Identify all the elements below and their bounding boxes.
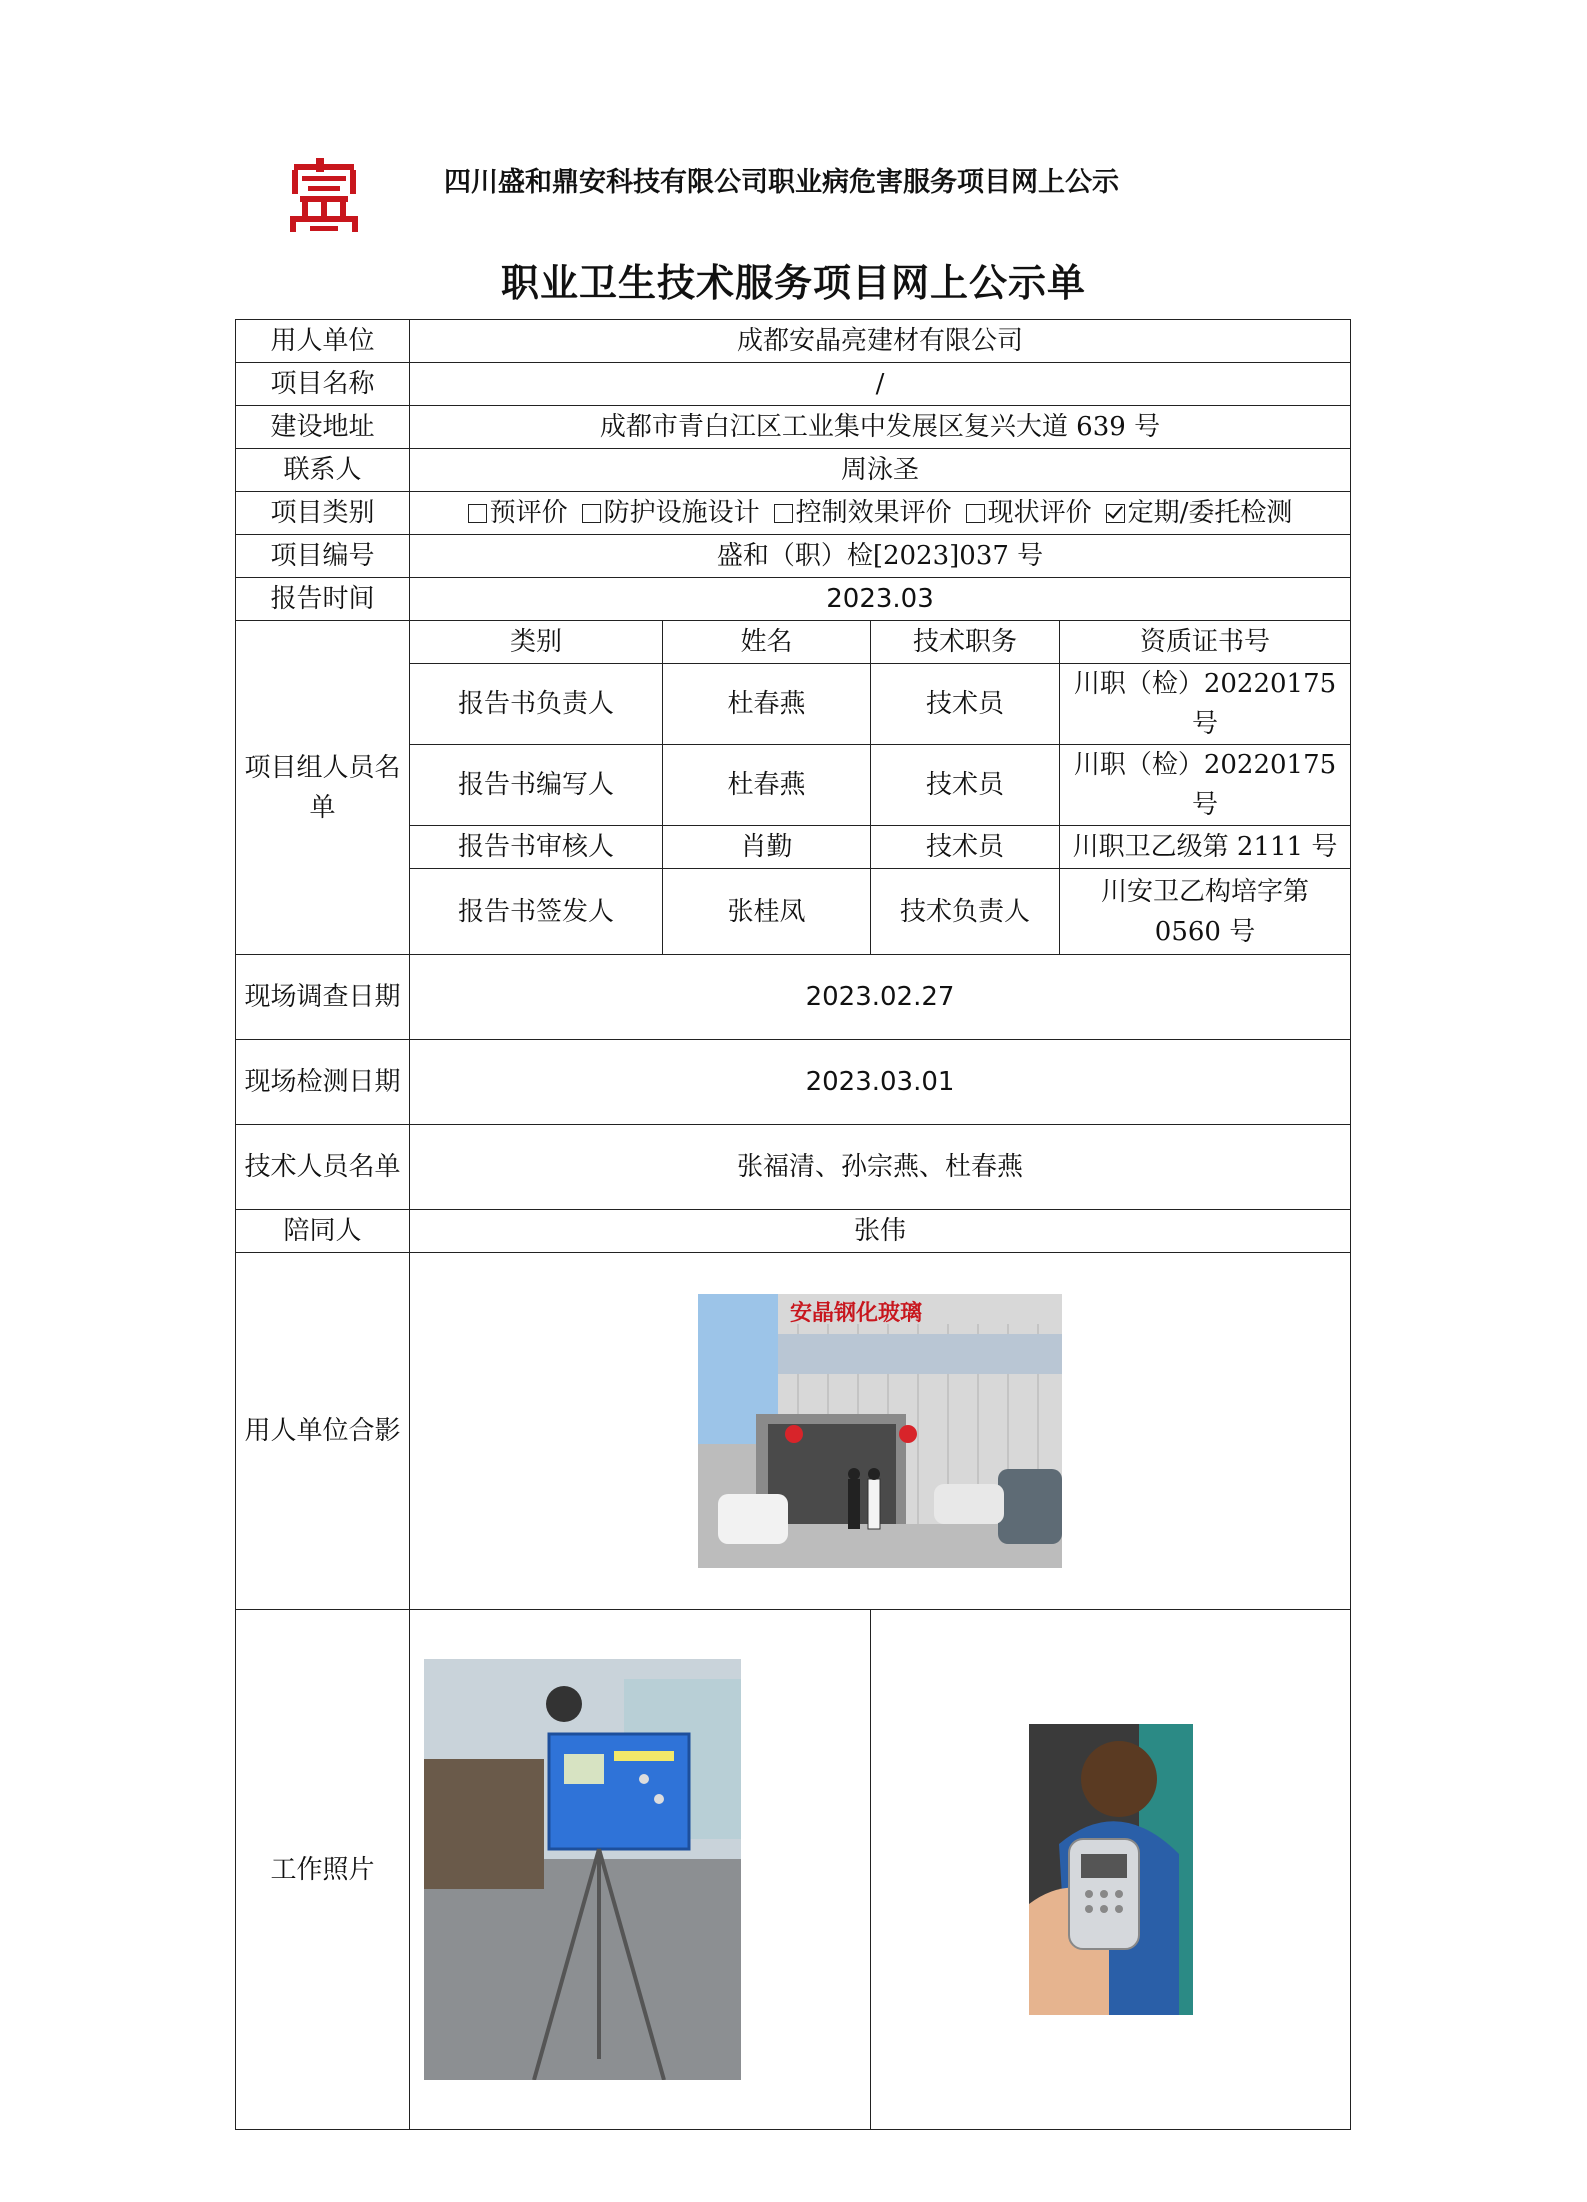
employer-label: 用人单位: [236, 320, 410, 363]
team-cell: 技术员: [871, 664, 1060, 745]
row-survey-date: [236, 955, 1351, 1040]
row-contact: [236, 449, 1351, 492]
row-address: [236, 406, 1351, 449]
contact-value: 周泳圣: [410, 449, 1351, 492]
technicians-value: 张福清、孙宗燕、杜春燕: [410, 1125, 1351, 1210]
page-title: 职业卫生技术服务项目网上公示单: [500, 260, 1086, 305]
work-photo-sampler-image: [424, 1659, 741, 2080]
project-name-label: 项目名称: [236, 363, 410, 406]
category-options: [410, 492, 1351, 535]
row-project-name: [236, 363, 1351, 406]
work-photo-noise-meter-image: [1029, 1724, 1193, 2015]
project-name-value: /: [410, 363, 1351, 406]
team-cell: 张桂凤: [663, 869, 871, 955]
team-cell: 杜春燕: [663, 745, 871, 826]
category-option: 防护设施设计: [582, 498, 760, 528]
team-cell: 技术员: [871, 745, 1060, 826]
group-photo-image: [698, 1294, 1062, 1568]
row-technicians: [236, 1125, 1351, 1210]
row-test-date: [236, 1040, 1351, 1125]
address-value: 成都市青白江区工业集中发展区复兴大道 639 号: [410, 406, 1351, 449]
row-project-no: [236, 535, 1351, 578]
address-label: 建设地址: [236, 406, 410, 449]
category-option: 控制效果评价: [774, 498, 952, 528]
checkbox-icon[interactable]: [582, 504, 601, 523]
category-label: 项目类别: [236, 492, 410, 535]
test-date-value: 2023.03.01: [410, 1040, 1351, 1125]
team-cell: 报告书编写人: [410, 745, 663, 826]
work-photo-cell-1: [410, 1610, 871, 2130]
team-cell: 川职（检）20220175 号: [1060, 745, 1351, 826]
team-cell: 报告书审核人: [410, 826, 663, 869]
team-cell: 报告书负责人: [410, 664, 663, 745]
escort-label: 陪同人: [236, 1210, 410, 1253]
company-seal-logo-icon: [286, 156, 362, 234]
team-label: 项目组人员名单: [236, 621, 410, 955]
checkbox-icon[interactable]: [966, 504, 985, 523]
row-escort: [236, 1210, 1351, 1253]
team-col-header: 类别: [410, 621, 663, 664]
report-time-value: 2023.03: [410, 578, 1351, 621]
team-cell: 川职卫乙级第 2111 号: [1060, 826, 1351, 869]
page-header: [286, 152, 1286, 242]
team-cell: 川安卫乙构培字第 0560 号: [1060, 869, 1351, 955]
checkbox-icon[interactable]: [774, 504, 793, 523]
company-heading: 四川盛和鼎安科技有限公司职业病危害服务项目网上公示: [444, 167, 1119, 198]
employer-value: 成都安晶亮建材有限公司: [410, 320, 1351, 363]
team-cell: 肖勤: [663, 826, 871, 869]
test-date-label: 现场检测日期: [236, 1040, 410, 1125]
project-no-label: 项目编号: [236, 535, 410, 578]
team-cell: 技术员: [871, 826, 1060, 869]
row-group-photo: [236, 1253, 1351, 1610]
checkbox-icon[interactable]: [468, 504, 487, 523]
category-option: 预评价: [468, 498, 568, 528]
category-option: 定期/委托检测: [1106, 498, 1293, 528]
row-category: [236, 492, 1351, 535]
team-col-header: 资质证书号: [1060, 621, 1351, 664]
factory-sign-text: 安晶钢化玻璃: [790, 1300, 923, 1326]
report-time-label: 报告时间: [236, 578, 410, 621]
contact-label: 联系人: [236, 449, 410, 492]
checked-checkbox-icon[interactable]: [1106, 504, 1125, 523]
work-photo-cell-2: [871, 1610, 1351, 2130]
technicians-label: 技术人员名单: [236, 1125, 410, 1210]
project-no-value: 盛和（职）检[2023]037 号: [410, 535, 1351, 578]
team-header-row: [236, 621, 1351, 664]
team-col-header: 技术职务: [871, 621, 1060, 664]
team-col-header: 姓名: [663, 621, 871, 664]
disclosure-form-table: [235, 319, 1351, 2130]
work-photos-label: 工作照片: [236, 1610, 410, 2130]
group-photo-cell: [410, 1253, 1351, 1610]
survey-date-value: 2023.02.27: [410, 955, 1351, 1040]
team-cell: 报告书签发人: [410, 869, 663, 955]
row-work-photos: [236, 1610, 1351, 2130]
row-report-time: [236, 578, 1351, 621]
row-employer: [236, 320, 1351, 363]
team-cell: 技术负责人: [871, 869, 1060, 955]
team-cell: 杜春燕: [663, 664, 871, 745]
category-option: 现状评价: [966, 498, 1092, 528]
group-photo-label: 用人单位合影: [236, 1253, 410, 1610]
escort-value: 张伟: [410, 1210, 1351, 1253]
survey-date-label: 现场调查日期: [236, 955, 410, 1040]
team-cell: 川职（检）20220175 号: [1060, 664, 1351, 745]
